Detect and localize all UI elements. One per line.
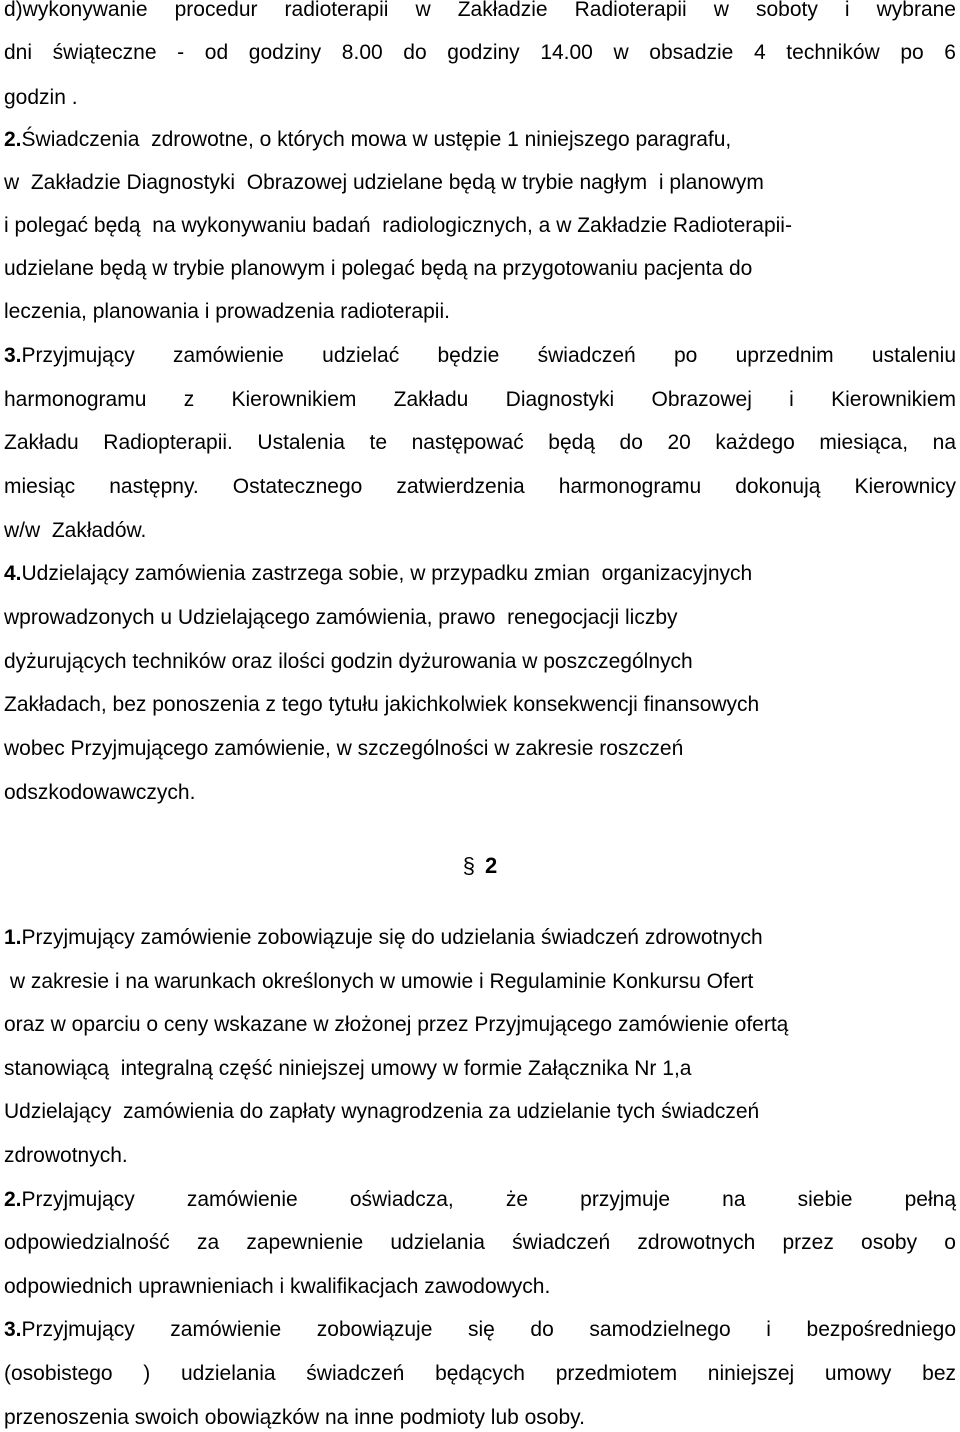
text-line: miesiąc następny. Ostatecznego zatwierdzenia harmonogramu dokonują Kierownicy [4, 475, 956, 498]
text-line: w/w Zakładów. [4, 519, 147, 542]
text-line: oraz w oparciu o ceny wskazane w złożonej przez Przyjmującego zamówienie ofertą [4, 1013, 789, 1036]
text-line: dni świąteczne - od godziny 8.00 do godziny 14.00 w obsadzie 4 techników po 6 [4, 41, 956, 64]
point-1-first-line [4, 924, 763, 952]
text-line: leczenia, planowania i prowadzenia radioterapii. [4, 300, 450, 323]
paragraph-3-first-line [4, 342, 956, 370]
point-number: 2. [4, 1188, 22, 1211]
text-line: przenoszenia swoich obowiązków na inne podmioty lub osoby. [4, 1406, 585, 1429]
point-number: 1. [4, 926, 22, 949]
section-sign: § [462, 853, 475, 878]
text-line: i polegać będą na wykonywaniu badań radiologicznych, a w Zakładzie Radioterapii- [4, 214, 792, 237]
text-line: odszkodowawczych. [4, 781, 196, 804]
text-line: w zakresie i na warunkach określonych w umowie i Regulaminie Konkursu Ofert [4, 970, 754, 993]
text-line: odpowiednich uprawnieniach i kwalifikacjach zawodowych. [4, 1275, 551, 1298]
text-line: wobec Przyjmującego zamówienie, w szczególności w zakresie roszczeń [4, 737, 684, 760]
text-line: zdrowotnych. [4, 1144, 128, 1167]
section-number: 2 [485, 853, 498, 878]
text-line: Zakładach, bez ponoszenia z tego tytułu jakichkolwiek konsekwencji finansowych [4, 693, 760, 716]
text-line: stanowiącą integralną część niniejszej umowy w formie Załącznika Nr 1,a [4, 1057, 692, 1080]
text-line: Przyjmujący zamówienie oświadcza, że przyjmuje na siebie pełną [21, 1188, 956, 1211]
paragraph-number: 4. [4, 562, 22, 585]
point-2-first-line [4, 1186, 956, 1214]
text-line: Zakładu Radiopterapii. Ustalenia te następować będą do 20 każdego miesiąca, na [4, 431, 956, 454]
text-line: w Zakładzie Diagnostyki Obrazowej udzielane będą w trybie nagłym i planowym [4, 171, 764, 194]
text-line: harmonogramu z Kierownikiem Zakładu Diagnostyki Obrazowej i Kierownikiem [4, 388, 956, 411]
paragraph-4-first-line [4, 560, 752, 588]
text-line: (osobistego ) udzielania świadczeń będących przedmiotem niniejszej umowy bez [4, 1362, 956, 1385]
text-line: godzin . [4, 86, 78, 109]
text-line: Udzielający zamówienia do zapłaty wynagrodzenia za udzielanie tych świadczeń [4, 1100, 760, 1123]
paragraph-2-first-line [4, 126, 731, 154]
text-line: d)wykonywanie procedur radioterapii w Zakładzie Radioterapii w soboty i wybrane [4, 0, 956, 21]
section-heading [0, 851, 960, 881]
point-number: 3. [4, 1318, 22, 1341]
text-line: Udzielający zamówienia zastrzega sobie, w przypadku zmian organizacyjnych [21, 562, 753, 585]
text-line: wprowadzonych u Udzielającego zamówienia, prawo renegocjacji liczby [4, 606, 678, 629]
text-line: dyżurujących techników oraz ilości godzin dyżurowania w poszczególnych [4, 650, 693, 673]
text-line: udzielane będą w trybie planowym i polegać będą na przygotowaniu pacjenta do [4, 257, 753, 280]
text-line: Przyjmujący zamówienie zobowiązuje się do samodzielnego i bezpośredniego [21, 1318, 956, 1341]
text-line: Świadczenia zdrowotne, o których mowa w ustępie 1 niniejszego paragrafu, [21, 128, 732, 151]
text-line: odpowiedzialność za zapewnienie udzielania świadczeń zdrowotnych przez osoby o [4, 1231, 956, 1254]
text-line: Przyjmujący zamówienie zobowiązuje się do udzielania świadczeń zdrowotnych [21, 926, 763, 949]
point-3-first-line [4, 1316, 956, 1344]
paragraph-number: 2. [4, 128, 22, 151]
paragraph-number: 3. [4, 344, 22, 367]
text-line: Przyjmujący zamówienie udzielać będzie świadczeń po uprzednim ustaleniu [21, 344, 956, 367]
